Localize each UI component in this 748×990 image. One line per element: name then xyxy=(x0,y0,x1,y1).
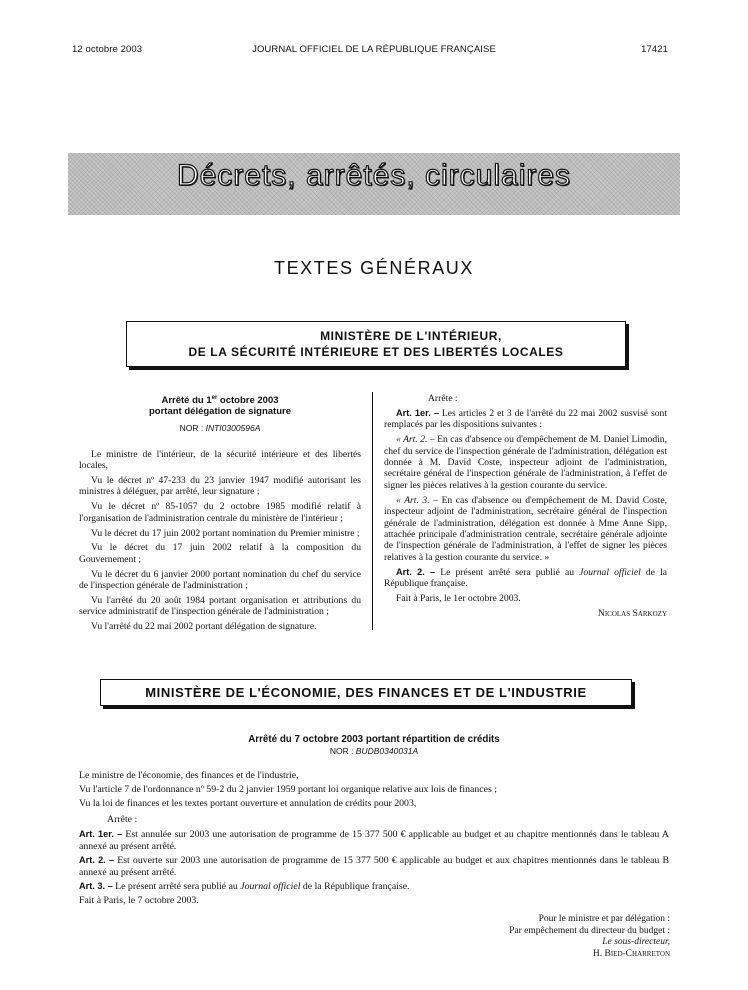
decree1-article-2: Art. 2. – Le présent arrêté sera publié au Journal officiel de la République française. xyxy=(384,566,667,590)
decree2-sign-line1: Pour le ministre et par délégation : xyxy=(538,914,670,924)
decree1-fait: Fait à Paris, le 1er octobre 2003. xyxy=(396,593,521,604)
column-divider xyxy=(372,392,373,630)
decree2-nor: NOR : BUDB0340031A xyxy=(329,746,419,756)
category-banner xyxy=(68,153,680,215)
section-title: TEXTES GÉNÉRAUX xyxy=(273,258,475,278)
decree2-article-2: Art. 2. – Est ouverte sur 2003 une autorisation de programme de 15 377 500 € applicable au budget et aux chapitres mentionnés dans le tableau B annexé au présent arrêté. xyxy=(79,855,670,878)
decree1-nor-code: INTI0300596A xyxy=(205,423,261,434)
decree2-article-3: Art. 3. – Le présent arrêté sera publié au Journal officiel de la République française. xyxy=(79,880,410,892)
decree1-paragraph: Vu le décret nº 47-233 du 23 janvier 1947 modifié autorisant les ministres à déléguer, par arrêté, leur signature ; xyxy=(79,474,361,498)
header-page-number: 17421 xyxy=(641,44,668,55)
decree2-intro: Le ministre de l'économie, des finances et de l'industrie, xyxy=(79,770,299,781)
decree2-title: Arrêté du 7 octobre 2003 portant répartition de crédits xyxy=(248,734,500,745)
decree1-paragraph: Vu l'arrêté du 20 août 1984 portant organisation et attributions du service administratif de l'inspection générale de l'administration ; xyxy=(79,595,361,618)
decree2-arrete: Arrête : xyxy=(107,813,138,825)
decree2-article-1: Art. 1er. – Est annulée sur 2003 une autorisation de programme de 15 377 500 € applicable au budget et au chapitre mentionnés dans le tableau A annexé au présent arrêté. xyxy=(79,829,669,852)
decree1-signature: Nicolas Sarkozy xyxy=(597,607,667,619)
decree1-quoted-article-3: « Art. 3. – En cas d'absence ou d'empêchement de M. David Coste, inspecteur adjoint de l'administration, secrétaire général de l'inspection générale de l'administration, délégation est donnée à Mme Anne Sipp, attachée principale d'administration centrale, secrétaire générale adjointe de l'inspection générale de l'administration, à l'effet de signer les pièces relatives à la gestion courante du service. » xyxy=(384,494,668,563)
decree2-body xyxy=(79,770,669,909)
ministry-interior-box xyxy=(126,321,626,367)
decree1-nor: NOR : INTI0300596A xyxy=(179,423,261,434)
header-date: 12 octobre 2003 xyxy=(72,44,143,55)
decree1-title-line2: portant délégation de signature xyxy=(149,406,291,418)
decree1-quoted-article-2: « Art. 2. – En cas d'absence ou d'empêchement de M. Daniel Limodin, chef du service de l'inspection générale de l'administration, délégation est donnée à M. David Coste, inspecteur adjoint de l'administration, secrétaire général de l'inspection générale de l'administration, à l'effet de signer les pièces relatives à la gestion courante du service. xyxy=(384,434,667,491)
decree2-signature-block xyxy=(420,914,670,960)
decree2-sign-line4: H. Bied-Charreton xyxy=(592,948,670,959)
decree2-sign-line2: Par empêchement du directeur du budget : xyxy=(509,925,670,936)
decree1-arrete: Arrête : xyxy=(428,393,458,404)
ministry-economy-box: MINISTÈRE DE L'ÉCONOMIE, DES FINANCES ET DE L'INDUSTRIE xyxy=(100,679,632,706)
decree1-paragraph: Vu le décret du 6 janvier 2000 portant nomination du chef du service de l'inspection générale de l'administration ; xyxy=(79,568,361,592)
ministry-interior-line2: DE LA SÉCURITÉ INTÉRIEURE ET DES LIBERTÉS LOCALES xyxy=(188,345,564,359)
decree2-intro: Vu la loi de finances et les textes portant ouverture et annulation de crédits pour 2003, xyxy=(79,798,417,810)
banner-title: Décrets, arrêtés, circulaires xyxy=(176,159,572,192)
decree1-left-column xyxy=(79,393,361,636)
decree2-intro: Vu l'article 7 de l'ordonnance nº 59-2 du 2 janvier 1959 portant loi organique relative aux lois de finances ; xyxy=(79,784,497,796)
ministry-interior-line1: MINISTÈRE DE L'INTÉRIEUR, xyxy=(320,329,502,343)
decree1-paragraph: Vu l'arrêté du 22 mai 2002 portant délégation de signature. xyxy=(91,621,317,633)
decree1-right-column xyxy=(384,393,667,619)
decree1-paragraph: Vu le décret du 17 juin 2002 portant nomination du Premier ministre ; xyxy=(91,527,360,539)
decree1-article-1: Art. 1er. – Les articles 2 et 3 de l'arrêté du 22 mai 2002 susvisé sont remplacés par les dispositions suivantes : xyxy=(384,407,667,431)
decree1-paragraph: Le ministre de l'intérieur, de la sécurité intérieure et des libertés locales, xyxy=(79,448,361,471)
header-journal-title: JOURNAL OFFICIEL DE LA RÉPUBLIQUE FRANÇAISE xyxy=(252,44,496,55)
decree2-fait: Fait à Paris, le 7 octobre 2003. xyxy=(79,894,199,906)
decree2-sign-line3: Le sous-directeur, xyxy=(602,937,670,948)
decree1-title-line1: Arrêté du 1er octobre 2003 xyxy=(161,395,279,407)
decree1-paragraph: Vu le décret du 17 juin 2002 relatif à la composition du Gouvernement ; xyxy=(79,542,361,565)
decree2-nor-code: BUDB0340031A xyxy=(355,746,419,756)
decree1-paragraph: Vu le décret nº 85-1057 du 2 octobre 1985 modifié relatif à l'organisation de l'administration centrale du ministère de l'intérieur ; xyxy=(79,501,361,524)
